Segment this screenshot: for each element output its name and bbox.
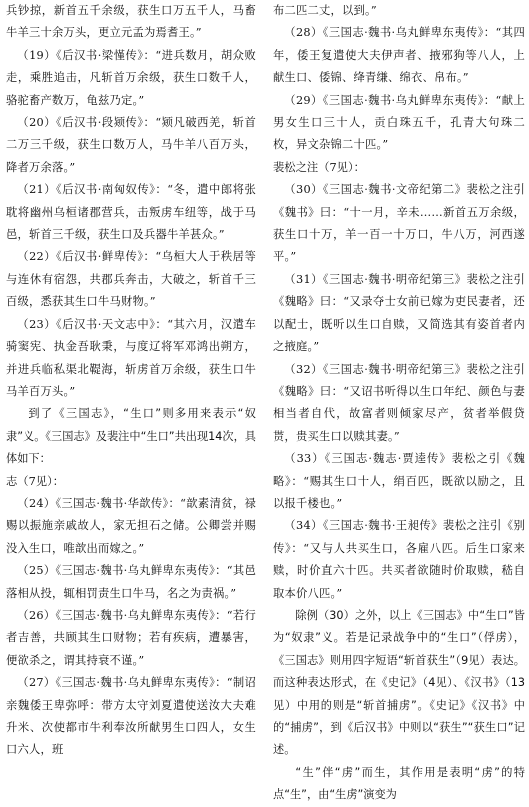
quotation-paragraph: （20）《后汉书·段颎传》：“颎凡破西羌，斩首二万三千级，获生口数万人，马牛羊八百万头，降者万余落。” <box>6 116 256 174</box>
quotation-paragraph: 兵钞掠，新首五千余级，获生口万五千人，马畜牛羊三十余万头，更立元孟为焉耆王。” <box>6 4 256 40</box>
section-heading: 裴松之注（7见）： <box>273 160 365 174</box>
quotation-paragraph: （27）《三国志·魏书·乌丸鲜卑东夷传》：“制诏亲魏倭王卑弥呼：带方太守刘夏遣使送汝大夫难升米、次使都市牛利奉汝所献男生口四人，女生口六人，班 <box>6 676 256 757</box>
right-column <box>273 0 525 807</box>
quotation-paragraph: （31）《三国志·魏书·明帝纪第三》裴松之注引《魏略》曰：“又录夺士女前已嫁为吏民妻者，还以配士，既听以生口自赎，又简选其有姿首者内之掖庭。” <box>273 272 525 354</box>
quotation-paragraph: （33）《三国志·魏志·贾逵传》裴松之引《魏略》：“赐其生口十人，绢百匹，既欲以励之，且以报千楼也。” <box>273 452 525 510</box>
quotation-paragraph: （22）《后汉书·鲜卑传》：“乌桓大人于秩居等与连休有宿怨，共郡兵奔击，大破之，斩首千三百级，悉获其生口牛马财物。” <box>6 250 256 309</box>
quotation-paragraph: （24）《三国志·魏书·华歆传》：“歆素清贫，禄赐以振施亲戚故人，家无担石之储。公卿尝并赐没入生口，唯歆出而嫁之。” <box>6 496 256 555</box>
body-paragraph: 到了《三国志》，“生口”则多用来表示“奴隶”义。《三国志》及裴注中“生口”共出现14次，具体如下： <box>6 407 256 466</box>
quotation-paragraph: （26）《三国志·魏书·乌丸鲜卑东夷传》：“若行者吉善，共顾其生口财物；若有疾病，遭暴害，便欲杀之，谓其持衰不谨。” <box>6 608 256 667</box>
body-paragraph: “生”伴“虏”而生，其作用是表明“虏”的特点“生”，由“生虏”演变为 <box>273 765 525 802</box>
quotation-paragraph: （21）《后汉书·南匈奴传》：“冬，遣中郎将张耽将幽州乌桓诸郡营兵，击叛虏车纽等，战于马邑，斩首三千级，获生口及兵器牛羊甚众。” <box>6 183 256 242</box>
quotation-paragraph: （29）《三国志·魏书·乌丸鲜卑东夷传》：“献上男女生口三十人，贡白珠五千，孔青大句珠二枚，异文杂锦二十匹。” <box>273 93 525 152</box>
quotation-paragraph: （25）《三国志·魏书·乌丸鲜卑东夷传》：“其邑落相从投，辄相罚责生口牛马，名之为责祸。” <box>6 564 256 600</box>
section-heading: 志（7见）： <box>6 474 65 488</box>
quotation-paragraph: （30）《三国志·魏书·文帝纪第二》裴松之注引《魏书》曰：“十一月，辛未……新首五万余级，获生口十万，羊一百一十万口，牛八万，河西遂平。” <box>273 183 525 264</box>
quotation-paragraph: 布二匹二丈，以到。” <box>273 4 377 17</box>
left-column <box>6 0 256 762</box>
quotation-paragraph: （34）《三国志·魏书·王昶传》裴松之注引《别传》：“又与人共买生口，各雇八匹。后生口家来赎，时价直六十匹。共买者欲随时价取赎，嵇自取本价八匹。” <box>273 519 525 600</box>
quotation-paragraph: （32）《三国志·魏书·明帝纪第三》裴松之注引《魏略》曰：“又诏书听得以生口年纪、颜色与妻相当者自代，故富者则倾家尽产，贫者举假贷贳，贵买生口以赎其妻。” <box>273 362 525 443</box>
body-paragraph: 除例（30）之外，以上《三国志》中“生口”皆为“奴隶”义。若是记录战争中的“生口”（俘虏），《三国志》则用四字短语“斩首获生”（9见）表达。而这种表达形式，在《史记》（4见）、《汉书》（13见）中用的则是“斩首捕虏”。《史记》《汉书》中的“捕虏”，到《后汉书》中则以“获生”“获生口”记述。 <box>273 608 525 757</box>
quotation-paragraph: （28）《三国志·魏书·乌丸鲜卑东夷传》：“其四年，倭王复遣使大夫伊声者、掖邪狗等八人，上献生口、倭锦、绛青缣、绵衣、帛布。” <box>273 26 525 85</box>
quotation-paragraph: （19）《后汉书·梁慬传》：“进兵数月，胡众败走，乘胜追击，凡斩首万余级，获生口数千人，骆驼畜产数万，龟兹乃定。” <box>6 48 256 107</box>
quotation-paragraph: （23）《后汉书·天文志中》：“其六月，汉遣车骑窦宪、执金吾耿秉，与度辽将军邓鸿出朔方，并进兵临私渠北鞮海，斩虏首万余级，获生口牛马羊百万头。” <box>6 317 256 398</box>
